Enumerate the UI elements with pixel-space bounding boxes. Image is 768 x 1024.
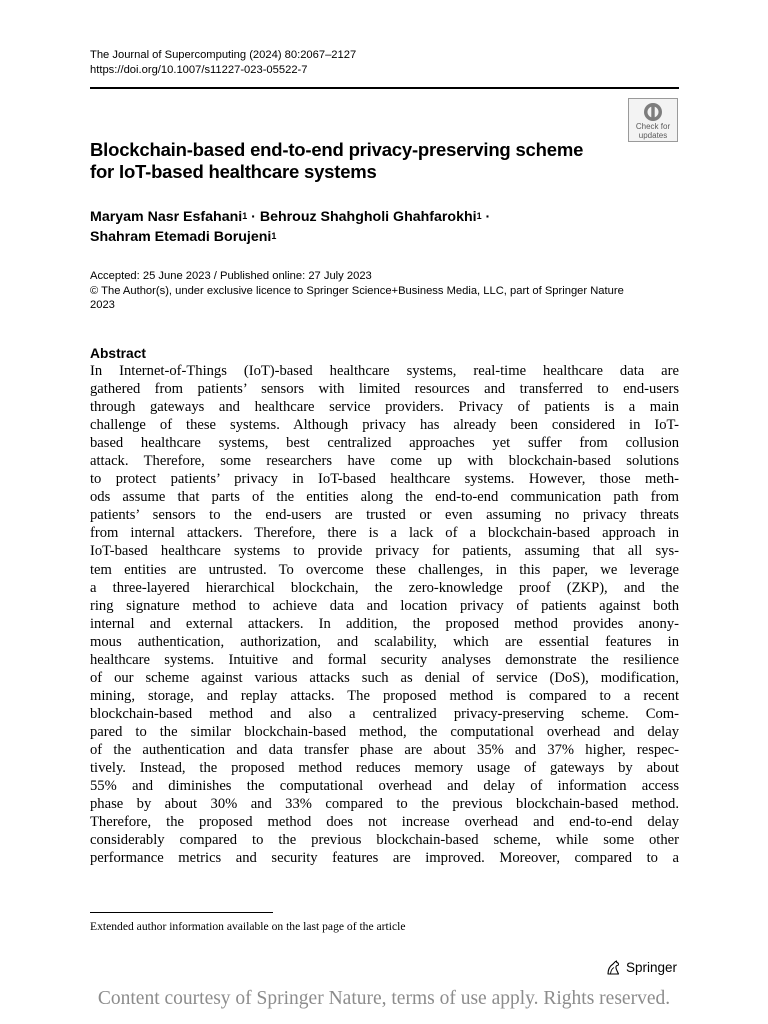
- abstract-line: ring signature method to achieve data and location privacy of patients against both: [90, 597, 679, 614]
- abstract-line: based healthcare systems, best centralized approaches yet suffer from collusion: [90, 435, 679, 452]
- paper-title-line-1: Blockchain-based end-to-end privacy-preserving scheme: [90, 139, 584, 160]
- abstract-line: internal and external attackers. In addition, the proposed method provides anony-: [90, 615, 679, 632]
- author-affiliation: 1: [271, 231, 277, 241]
- abstract-line: blockchain-based method and also a centralized privacy-preserving scheme. Com-: [90, 705, 679, 722]
- abstract-line: IoT-based healthcare systems to provide privacy for patients, assuming that all sys-: [90, 543, 679, 560]
- abstract-line: pared to the similar blockchain-based method, the computational overhead and delay: [90, 723, 679, 740]
- abstract-line: mous authentication, authorization, and scalability, which are essential features in: [90, 633, 679, 650]
- paper-title-line-2: for IoT-based healthcare systems: [90, 161, 377, 182]
- author-name[interactable]: Shahram Etemadi Borujeni: [90, 229, 272, 245]
- check-for-updates-badge[interactable]: [628, 98, 678, 142]
- springer-horse-icon: [604, 959, 622, 977]
- abstract-line: tem entities are untrusted. To overcome these challenges, in this paper, we leverage: [90, 561, 679, 578]
- paper-title: [90, 139, 630, 183]
- author-affiliation: 1: [242, 211, 248, 221]
- abstract-line: of the authentication and data transfer phase are about 35% and 37% higher, respec-: [90, 741, 679, 758]
- author-separator: ·: [247, 209, 260, 225]
- abstract-line: considerably compared to the previous blockchain-based scheme, while some other: [90, 832, 679, 849]
- abstract-line: 55% and diminishes the computational overhead and delay of information access: [90, 778, 679, 795]
- abstract-line: attack. Therefore, some researchers have come up with blockchain-based solutions: [90, 453, 679, 470]
- abstract-line: a three-layered hierarchical blockchain, the zero-knowledge proof (ZKP), and the: [90, 579, 679, 596]
- footnote-rule: [90, 912, 273, 913]
- copyright-line: © The Author(s), under exclusive licence to Springer Science+Business Media, LLC, part of Springer Nature: [90, 284, 624, 297]
- abstract-line: mining, storage, and replay attacks. The proposed method is compared to a recent: [90, 687, 679, 704]
- author-name[interactable]: Behrouz Shahgholi Ghahfarokhi: [259, 209, 477, 225]
- copyright-year: 2023: [90, 299, 115, 311]
- doi-link[interactable]: https://doi.org/10.1007/s11227-023-05522-7: [90, 64, 308, 76]
- author-info-footnote: Extended author information available on the last page of the article: [90, 920, 406, 933]
- publication-dates: [90, 269, 670, 313]
- abstract-line: ods assume that parts of the entities along the end-to-end communication path from: [90, 489, 679, 506]
- author-line-1: [90, 207, 490, 227]
- abstract-line: gathered from patients’ sensors with limited resources and transferred to end-users: [90, 381, 679, 398]
- check-for-updates-icon: [643, 102, 663, 122]
- check-for-label: Check for: [635, 122, 671, 131]
- courtesy-watermark: Content courtesy of Springer Nature, terms of use apply. Rights reserved.: [97, 988, 671, 1009]
- abstract-line: of our scheme against various attacks such as denial of service (DoS), modification,: [90, 669, 679, 686]
- abstract-line: challenge of these systems. Although privacy has already been considered in IoT-: [90, 417, 679, 434]
- accepted-published-dates: Accepted: 25 June 2023 / Published online: 27 July 2023: [90, 270, 372, 282]
- abstract-body: [90, 362, 679, 867]
- abstract-line: through gateways and healthcare service providers. Privacy of patients is a main: [90, 399, 679, 416]
- author-affiliation: 1: [476, 211, 482, 221]
- abstract-heading: Abstract: [90, 346, 146, 361]
- author-line-2: [90, 227, 490, 247]
- abstract-line: from internal attackers. Therefore, there is a lack of a blockchain-based approach in: [90, 525, 679, 542]
- abstract-line: patients’ sensors to the end-users are trusted or even assuming no privacy threats: [90, 507, 679, 524]
- abstract-line: Therefore, the proposed method does not increase overhead and end-to-end delay: [90, 814, 679, 831]
- publisher-mark: [604, 958, 677, 978]
- abstract-line: to protect patients’ privacy in IoT-based healthcare systems. However, those meth-: [90, 471, 679, 488]
- abstract-line: tively. Instead, the proposed method reduces memory usage of gateways by about: [90, 760, 679, 777]
- journal-citation: The Journal of Supercomputing (2024) 80:2067–2127: [90, 49, 357, 61]
- publisher-name: Springer: [626, 960, 678, 975]
- header-rule: [90, 87, 679, 89]
- abstract-line: In Internet-of-Things (IoT)-based healthcare systems, real-time healthcare data are: [90, 363, 679, 379]
- journal-header: [90, 48, 356, 78]
- author-list: [90, 207, 490, 247]
- abstract-line: healthcare systems. Intuitive and formal security analyses demonstrate the resilience: [90, 651, 679, 668]
- abstract-line: performance metrics and security features are improved. Moreover, compared to a: [90, 850, 679, 867]
- author-name[interactable]: Maryam Nasr Esfahani: [90, 209, 243, 225]
- abstract-line: phase by about 30% and 33% compared to the previous blockchain-based method.: [90, 796, 679, 813]
- updates-label: updates: [638, 131, 668, 140]
- author-separator: ·: [481, 209, 491, 225]
